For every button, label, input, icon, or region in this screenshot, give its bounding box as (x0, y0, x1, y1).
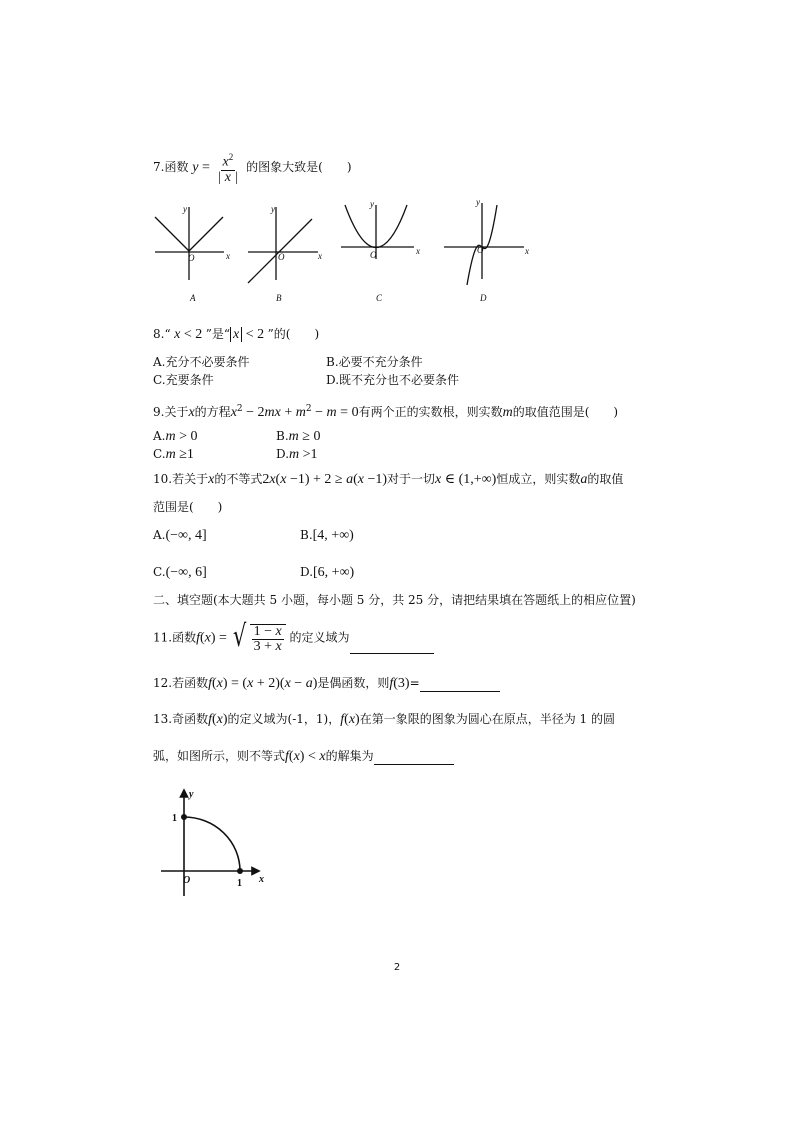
graph-c (341, 205, 414, 259)
q12-answer-blank[interactable] (420, 691, 500, 692)
q13-graph-y1-label: 1 (172, 813, 177, 824)
q10-text-b: 的不等式 (214, 472, 263, 486)
q13-graph-origin-label: O (183, 875, 191, 886)
q12-stem: 12.若函数f(x) = (x + 2)(x − a)是偶函数，则f(3)= (153, 675, 500, 692)
svg-text:y: y (476, 197, 480, 207)
q9-text-a: 9.关于 (153, 405, 189, 419)
q9-stem: 9.关于x的方程$x^2 - 2mx + m^2 - m = 0$有两个正的实数根，则实数m的取值范围是( ) (153, 404, 619, 420)
graph-b (248, 207, 318, 283)
section-2-heading: 二、填空题(本大题共 5 小题，每小题 5 分，共 25 分，请把结果填在答题纸上的相应位置) (153, 593, 636, 607)
q12-prefix: 12.若函数 (153, 676, 209, 690)
q9-text-b: 的方程 (194, 405, 231, 419)
q13-graph-x1-label: 1 (237, 878, 242, 889)
q11-suffix: 的定义域为 (289, 630, 350, 645)
q8-option-a: A.充分不必要条件 (153, 355, 250, 369)
q7-prefix: 7.函数 (153, 159, 189, 174)
q11-radical: √ $\frac{1 - x}{3 + x}$ (230, 622, 285, 654)
q12-suffix: = (409, 676, 420, 690)
q13-answer-blank[interactable] (374, 764, 454, 765)
q10-line2: 范围是( ) (153, 500, 223, 514)
q9-text-c: 有两个正的实数根，则实数 (358, 405, 503, 419)
q10-text-e: 的取值 (587, 472, 624, 486)
q13-text-c: 在第一象限的图象为圆心在原点，半径为 1 的圆 (359, 712, 615, 726)
q7-formula: y (192, 159, 199, 175)
q8-stem: 8.“ x < 2 ”是“ x < 2 ”的( ) (153, 327, 320, 342)
q10-stem: 10.若关于x的不等式2x(x −1) + 2 ≥ a(x −1)对于一切x ∈ (1,+∞)恒成立，则实数a的取值 (153, 472, 624, 487)
svg-text:x: x (525, 246, 529, 256)
q10-option-a: A.(−∞, 4] (153, 528, 207, 543)
q9-option-b: B.m ≥ 0 (276, 429, 321, 444)
q8-text-b: ”是“ (205, 327, 230, 341)
q10-option-d: D.[6, +∞) (300, 565, 355, 580)
svg-text:O: O (188, 253, 195, 263)
svg-text:x: x (226, 251, 230, 261)
q11-stem: 11.函数f(x) = √ $\frac{1 - x}{3 + x}$ 的定义域为 (153, 622, 434, 654)
q8-option-c: C.充要条件 (153, 373, 214, 387)
q7-stem: 7.函数 y = $\frac{x^2}{| x |}$ 的图象大致是( ) (153, 152, 352, 185)
q13-text-a: 13.奇函数 (153, 712, 209, 726)
q12-mid: 是偶函数，则 (317, 676, 390, 690)
q7-fraction: $\frac{x^2}{| x |}$ (217, 152, 239, 185)
svg-text:O: O (278, 252, 285, 262)
q10-text-d: 恒成立，则实数 (496, 472, 581, 486)
q8-option-d: D.既不充分也不必要条件 (326, 373, 460, 387)
q7-label-a: A (190, 293, 196, 303)
q13-graph (155, 785, 295, 905)
q10-option-b: B.[4, +∞) (300, 528, 354, 543)
svg-text:O: O (477, 245, 484, 255)
q9-option-c: C.m ≥1 (153, 447, 194, 462)
q13-graph-y-label: y (189, 789, 194, 800)
q7-label-d: D (480, 293, 487, 303)
q7-label-b: B (276, 293, 282, 303)
q7-label-c: C (376, 293, 383, 303)
q11-prefix: 11.函数 (153, 630, 197, 645)
q7-graphs (0, 195, 794, 305)
q13-text-b: 的定义域为(-1，1)， (227, 712, 341, 726)
svg-text:x: x (318, 251, 322, 261)
q9-option-a: A.m > 0 (153, 429, 198, 444)
q7-suffix: 的图象大致是( ) (246, 159, 352, 174)
q8-text-a: 8.“ (153, 327, 171, 341)
svg-text:y: y (271, 204, 275, 214)
q13-graph-x-label: x (259, 874, 264, 885)
q9-text-d: 的取值范围是( ) (512, 405, 619, 419)
graph-d (444, 203, 524, 285)
q13-line2: 弧，如图所示，则不等式f(x) < x的解集为 (153, 748, 454, 765)
q10-text-c: 对于一切 (387, 472, 436, 486)
page-number: 2 (393, 962, 401, 973)
q11-answer-blank[interactable] (350, 653, 434, 654)
q13-line2-a: 弧，如图所示，则不等式 (153, 749, 286, 763)
q9-option-d: D.m >1 (276, 447, 318, 462)
svg-text:y: y (370, 199, 374, 209)
q10-option-c: C.(−∞, 6] (153, 565, 207, 580)
svg-text:x: x (416, 246, 420, 256)
svg-text:y: y (183, 204, 187, 214)
q10-text-a: 10.若关于 (153, 472, 209, 486)
q8-option-b: B.必要不充分条件 (326, 355, 423, 369)
q13-line2-b: 的解集为 (325, 749, 374, 763)
graph-a (155, 207, 224, 280)
svg-text:O: O (370, 250, 377, 260)
q8-text-c: ”的( ) (267, 327, 320, 341)
q13-stem: 13.奇函数f(x)的定义域为(-1，1)，f(x)在第一象限的图象为圆心在原点，半径为 1 的圆 (153, 712, 615, 727)
